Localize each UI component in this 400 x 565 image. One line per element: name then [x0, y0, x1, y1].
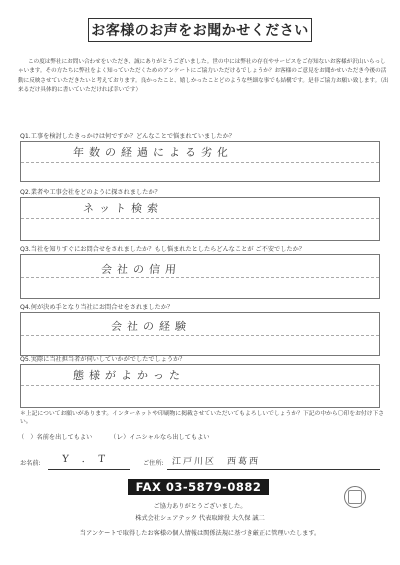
answer-rule [21, 162, 379, 163]
name-value[interactable]: Y . T [61, 454, 111, 465]
address-label: ご住所: [143, 460, 164, 467]
answer-rule [21, 277, 379, 278]
checkmark: レ [116, 433, 124, 441]
consent-option-name[interactable]: （ ）名前を出してもよい [18, 434, 93, 441]
question-3-answer-box[interactable] [20, 254, 380, 299]
question-4-answer-box[interactable] [20, 312, 380, 356]
consent-option-initials-label: イニシャルなら出してもよい [129, 434, 210, 441]
name-line [48, 469, 130, 470]
question-5-answer: 態様がよかった [72, 369, 186, 382]
fax-number: FAX 03-5879-0882 [128, 479, 269, 495]
consent-text: ＊上記についてお願いがあります。インターネットや印刷物に掲載させていただいてもよろしいでしょうか？下記の中から〇印をお付け下さい。 [20, 411, 385, 425]
question-2-answer-box[interactable] [20, 197, 380, 241]
footer-thanks: ご協力ありがとうございました。 [153, 503, 247, 510]
question-2-label: Q2.業者や工事会社をどのように探されましたか？ [20, 189, 161, 196]
address-value[interactable]: 江戸川区 西葛西 [171, 457, 261, 467]
question-3-answer: 会社の信用 [100, 263, 182, 276]
question-2-answer: ネット検索 [82, 202, 164, 215]
footer-privacy: 当アンケートで取得したお客様の個人情報は関係法規に基づき厳正に管理いたします。 [79, 530, 321, 537]
survey-title: お客様のお声をお聞かせください [88, 18, 312, 42]
question-5-answer-box[interactable] [20, 364, 380, 408]
answer-rule [21, 335, 379, 336]
intro-text: この度は弊社にお問い合わせをいただき、誠にありがとうございました。世の中には弊社の存在やサービスをご存知ないお客様が沢山いらっしゃいます。その方たちに弊社をよく知っていただくためのアンケートにご協力いただけるでしょうか？お客様のご意見をお聞かせいただき今後の活動に反映させていただきたいと考えております。良かったこと、嬉しかったことどのような些細な事でも結構です。是非ご協力お願い致します。（出来るだけ具体的に書いていただければ幸いです） [18, 59, 389, 94]
question-4-label: Q4.何が決め手となり当社にお問合せをされましたか？ [20, 304, 174, 311]
footer-company: 株式会社シェアテック 代表取締役 大久保 誠二 [135, 515, 265, 522]
question-1-answer: 年数の経過による劣化 [72, 146, 234, 159]
question-4-answer: 会社の経験 [110, 320, 192, 333]
question-3-label: Q3.当社を知りすぐにお問合せをされましたか？もし悩まれたとしたらどんなことが ご不安でしたか？ [20, 246, 305, 253]
answer-rule [21, 218, 379, 219]
address-line [167, 469, 380, 470]
consent-option-initials[interactable]: （レ）イニシャルなら出してもよい [110, 433, 210, 441]
answer-rule [21, 385, 379, 386]
question-1-label: Q1.工事を検討したきっかけは何ですか？どんなことで悩まれていましたか？ [20, 133, 235, 140]
question-5-label: Q5.実際に当社担当者が伺いしていかがでしたでしょうか？ [20, 356, 186, 363]
question-1-answer-box[interactable] [20, 141, 380, 182]
name-label: お名前: [20, 460, 41, 467]
